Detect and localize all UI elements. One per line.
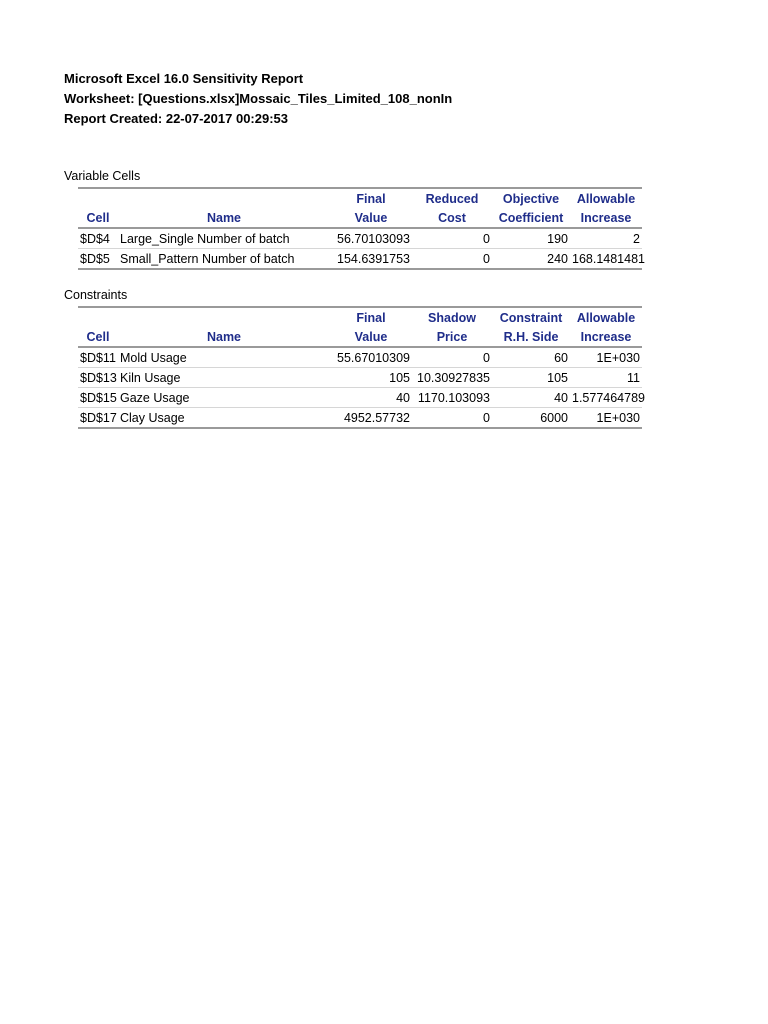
table-subheader-row [78,208,642,228]
table-row [78,249,642,270]
header-price: Price [412,327,492,347]
table-row [78,347,642,368]
final-value: 56.70103093 [330,228,412,249]
final-value: 154.6391753 [330,249,412,270]
cell-name: Clay Usage [118,408,330,429]
header-value: Value [330,208,412,228]
reduced-cost: 0 [412,249,492,270]
cell-name: Mold Usage [118,347,330,368]
cell-ref: $D$13 [78,368,118,388]
header-final: Final [330,188,412,208]
cell-name: Kiln Usage [118,368,330,388]
allowable-increase: 1E+030 [570,347,642,368]
table-subheader-row [78,327,642,347]
shadow-price: 0 [412,347,492,368]
header-name: Name [118,208,330,228]
rh-side: 105 [492,368,570,388]
final-value: 40 [330,388,412,408]
header-allowable: Allowable [570,188,642,208]
header-coefficient: Coefficient [492,208,570,228]
table-header-row [78,188,642,208]
cell-name: Large_Single Number of batch [118,228,330,249]
cell-ref: $D$15 [78,388,118,408]
header-rh-side: R.H. Side [492,327,570,347]
header-cell: Cell [78,208,118,228]
allowable-increase: 1.577464789 [570,388,642,408]
report-title: Microsoft Excel 16.0 Sensitivity Report [64,71,304,86]
report-created-line: Report Created: 22-07-2017 00:29:53 [64,111,288,126]
header-objective: Objective [492,188,570,208]
header-increase: Increase [570,327,642,347]
objective-coefficient: 240 [492,249,570,270]
shadow-price: 10.30927835 [412,368,492,388]
shadow-price: 0 [412,408,492,429]
table-row [78,388,642,408]
header-increase: Increase [570,208,642,228]
header-constraint: Constraint [492,307,570,327]
header-name: Name [118,327,330,347]
final-value: 55.67010309 [330,347,412,368]
cell-ref: $D$17 [78,408,118,429]
header-reduced: Reduced [412,188,492,208]
worksheet-line: Worksheet: [Questions.xlsx]Mossaic_Tiles_Limited_108_nonIn [64,91,453,106]
header-cost: Cost [412,208,492,228]
shadow-price: 1170.103093 [412,388,492,408]
rh-side: 6000 [492,408,570,429]
cell-name: Gaze Usage [118,388,330,408]
header-value: Value [330,327,412,347]
allowable-increase: 2 [570,228,642,249]
table-row [78,228,642,249]
constraints-title: Constraints [64,288,128,302]
constraints-table [78,306,645,429]
header-allowable: Allowable [570,307,642,327]
rh-side: 60 [492,347,570,368]
cell-name: Small_Pattern Number of batch [118,249,330,270]
objective-coefficient: 190 [492,228,570,249]
allowable-increase: 1E+030 [570,408,642,429]
cell-ref: $D$4 [78,228,118,249]
table-row [78,408,642,429]
header-shadow: Shadow [412,307,492,327]
reduced-cost: 0 [412,228,492,249]
final-value: 4952.57732 [330,408,412,429]
table-row [78,368,642,388]
cell-ref: $D$5 [78,249,118,270]
allowable-increase: 11 [570,368,642,388]
rh-side: 40 [492,388,570,408]
cell-ref: $D$11 [78,347,118,368]
variable-cells-table [78,187,645,270]
variable-cells-title: Variable Cells [64,169,141,183]
allowable-increase: 168.1481481 [570,249,642,270]
header-cell: Cell [78,327,118,347]
header-final: Final [330,307,412,327]
table-header-row [78,307,642,327]
final-value: 105 [330,368,412,388]
